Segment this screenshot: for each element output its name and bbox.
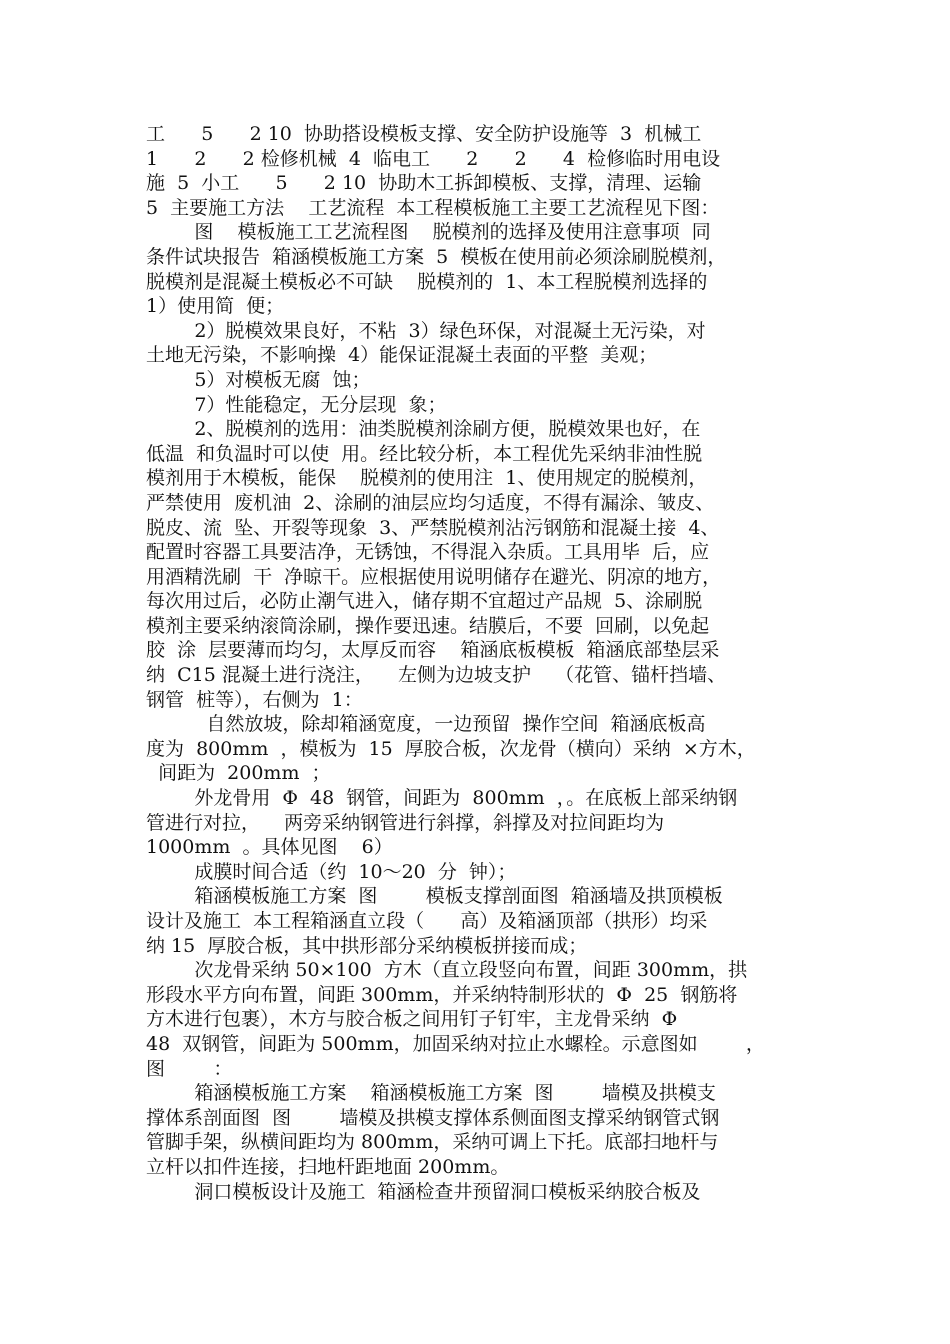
text-line: 模剂主要采纳滚筒涂刷，操作要迅速。结膜后，不要 回刷，以免起 (146, 614, 710, 637)
text-line: 配置时容器工具要洁净，无锈蚀，不得混入杂质。工具用毕 后，应 (146, 541, 710, 564)
text-line: 脱模剂是混凝土模板必不可缺 脱模剂的 1、本工程脱模剂选择的 (146, 270, 708, 293)
text-line: 方木进行包裹），木方与胶合板之间用钉子钉牢，主龙骨采纳 Φ (146, 1008, 678, 1031)
text-line: 撑体系剖面图 图 墙模及拱模支撑体系侧面图支撑采纳钢管式钢 (146, 1106, 720, 1129)
text-line: 5 主要施工方法 工艺流程 本工程模板施工主要工艺流程见下图： (146, 196, 720, 219)
text-line: 图 模板施工工艺流程图 脱模剂的选择及使用注意事项 同 (146, 221, 711, 244)
text-line: 纳 15 厚胶合板，其中拱形部分采纳模板拼接而成； (146, 934, 588, 957)
text-line: 施 5 小工 5 2 10 协助木工拆卸模板、支撑，清理、运输 (146, 172, 702, 195)
text-line: 次龙骨采纳 50×100 方木（直立段竖向布置，间距 300mm，拱 (146, 959, 748, 982)
text-line: 工 5 2 10 协助搭设模板支撑、安全防护设施等 3 机械工 (146, 123, 702, 145)
text-line: 用酒精洗刷 干 净晾干。应根据使用说明储存在避光、阴凉的地方， (146, 565, 722, 588)
text-line: 低温 和负温时可以使 用。经比较分析，本工程优先采纳非油性脱 (146, 442, 703, 465)
text-line: 立杆以扣件连接，扫地杆距地面 200mm。 (146, 1155, 510, 1178)
text-line: 图 ： (146, 1057, 233, 1080)
text-line: 1）使用简 便； (146, 295, 285, 318)
text-line: 纳 C15 混凝土进行浇注， 左侧为边坡支护 （花管、锚杆挡墙、 (146, 664, 727, 687)
text-line: 48 双钢管，间距为 500mm，加固采纳对拉止水螺栓。示意图如 ， (146, 1032, 765, 1055)
text-line: 设计及施工 本工程箱涵直立段（ 高）及箱涵顶部（拱形）均采 (146, 910, 708, 932)
document-body (146, 122, 826, 1204)
text-line: 钢管 桩等），右侧为 1： (146, 688, 363, 711)
text-line: 成膜时间合适（约 10～20 分 钟）； (146, 860, 517, 883)
text-line: 度为 800mm ，模板为 15 厚胶合板，次龙骨（横向）采纳 ×方木， (146, 737, 756, 760)
text-line: 严禁使用 废机油 2、涂刷的油层应均匀适度，不得有漏涂、皱皮、 (146, 491, 715, 514)
text-line: 管脚手架，纵横间距均为 800mm，采纳可调上下托。底部扫地杆与 (146, 1131, 719, 1154)
text-line: 5）对模板无腐 蚀； (146, 368, 371, 391)
text-line: 1 2 2 检修机械 4 临电工 2 2 4 检修临时用电设 (146, 147, 721, 170)
text-line: 每次用过后，必防止潮气进入，储存期不宜超过产品规 5、涂刷脱 (146, 590, 703, 613)
text-line: 7）性能稳定，无分层现 象； (146, 393, 447, 416)
text-line: 箱涵模板施工方案 箱涵模板施工方案 图 墙模及拱模支 (146, 1082, 716, 1105)
text-line: 2、脱模剂的选用：油类脱模剂涂刷方便，脱模效果也好，在 (146, 418, 701, 441)
text-line: 2）脱模效果良好，不粘 3）绿色环保，对混凝土无污染，对 (146, 319, 706, 342)
text-line: 模剂用于木模板，能保 脱模剂的使用注 1、使用规定的脱模剂， (146, 467, 708, 490)
text-line: 土地无污染，不影响操 4）能保证混凝土表面的平整 美观； (146, 344, 658, 367)
text-line: 自然放坡，除却箱涵宽度，一边预留 操作空间 箱涵底板高 (146, 713, 706, 736)
text-line: 形段水平方向布置，间距 300mm，并采纳特制形状的 Φ 25 钢筋将 (146, 983, 738, 1006)
text-line: 胶 涂 层要薄而均匀，太厚反而容 箱涵底板模板 箱涵底部垫层采 (146, 639, 720, 662)
text-line: 箱涵模板施工方案 图 模板支撑剖面图 箱涵墙及拱顶模板 (146, 885, 723, 908)
text-line: 间距为 200mm ； (146, 762, 331, 785)
text-line: 外龙骨用 Φ 48 钢管，间距为 800mm ，。在底板上部采纳钢 (146, 787, 738, 810)
text-line: 1000mm 。具体见图 6） (146, 836, 393, 859)
text-line: 管进行对拉， 两旁采纳钢管进行斜撑，斜撑及对拉间距均为 (146, 811, 665, 834)
text-line: 洞口模板设计及施工 箱涵检查井预留洞口模板采纳胶合板及 (146, 1180, 701, 1203)
text-line: 脱皮、流 坠、开裂等现象 3、严禁脱模剂沾污钢筋和混凝土接 4、 (146, 516, 720, 539)
text-line: 条件试块报告 箱涵模板施工方案 5 模板在使用前必须涂刷脱模剂， (146, 245, 727, 268)
